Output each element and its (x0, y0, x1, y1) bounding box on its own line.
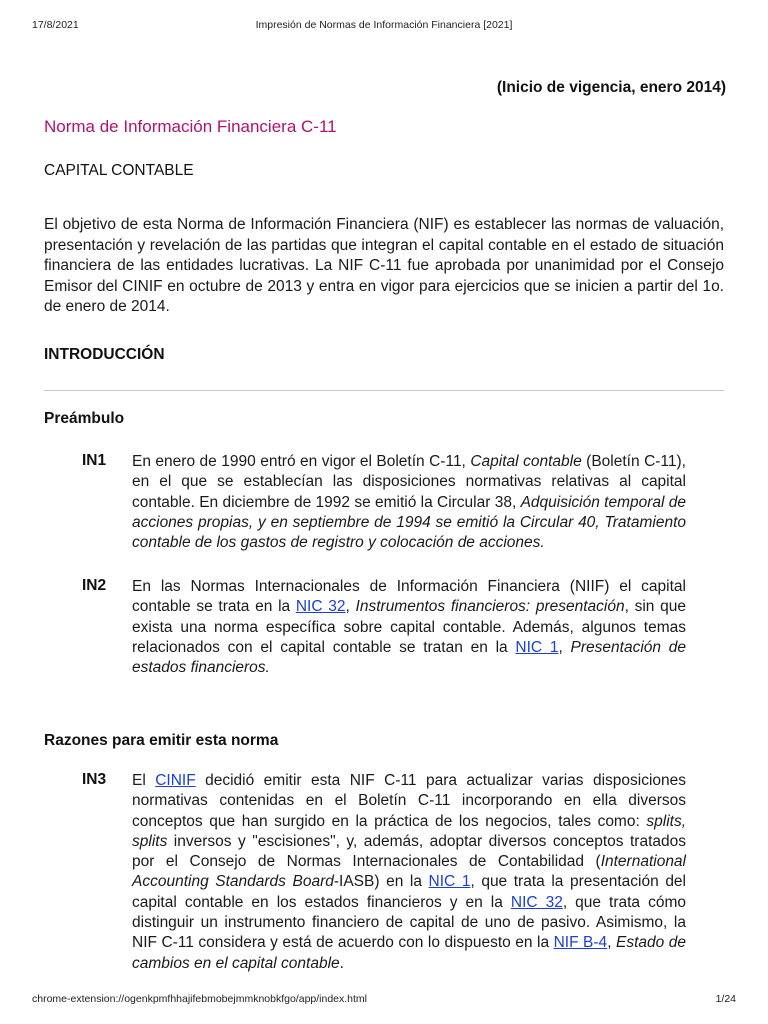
print-footer-url: chrome-extension://ogenkpmfhhajifebmobejmmknobkfgo/app/index.html (32, 993, 368, 1005)
text-run: (Boletín C-11), en el que se establecían las disposiciones normativas relativas al capital contable. En diciembre de 1992 se emitió la Circular 38, (132, 453, 686, 511)
text-run: En las Normas Internacionales de Información Financiera (NIIF) el capital contable se trata en la (132, 578, 686, 616)
text-run: decidió emitir esta NIF C-11 para actualizar varias disposiciones normativas contenidas en el Boletín C-11 incorporando en ella diversos conceptos que han surgido en la práctica de los negocios, tales como: (132, 772, 687, 830)
paragraph-text (132, 771, 686, 974)
text-run: inversos y "escisiones", y, además, adoptar diversos conceptos tratados por el Consejo de Normas Internacionales de Contabilidad ( (132, 832, 686, 871)
paragraph-text (132, 577, 686, 678)
paragraph-number: IN3 (82, 771, 107, 788)
text-run: . (339, 954, 344, 972)
norm-title: Norma de Información Financiera C-11 (44, 117, 337, 136)
paragraph-number: IN2 (82, 577, 107, 594)
italic-title: Presentación de estados financieros. (132, 638, 686, 677)
text-run: , (558, 638, 571, 656)
intro-heading: INTRODUCCIÓN (44, 346, 165, 363)
text-run: , que trata cómo distinguir un instrumento financiero de capital de uno de pasivo. Asimismo, la NIF C-11 considera y está de acuerdo con lo dispuesto en la (132, 893, 686, 952)
text-run: , sin que exista una norma específica sobre capital contable. Además, algunos temas relacionados con el capital contable se tratan en la (132, 598, 686, 656)
preambulo-heading: Preámbulo (44, 410, 125, 427)
text-run: , (345, 598, 356, 616)
italic-title: Capital contable (470, 453, 582, 470)
italic-title: Instrumentos financieros: presentación (355, 598, 625, 616)
razones-heading: Razones para emitir esta norma (44, 732, 279, 749)
effective-date-note: (Inicio de vigencia, enero 2014) (496, 79, 726, 96)
link-nic-1[interactable]: NIC 1 (428, 873, 471, 891)
italic-term: splits, splits (132, 812, 686, 850)
text-run: El (132, 772, 156, 789)
italic-title: Estado de cambios en el capital contable (132, 934, 686, 972)
print-date: 17/8/2021 (32, 19, 79, 31)
page-number: 1/24 (715, 993, 736, 1005)
paragraph-text (132, 452, 686, 553)
text-run: , (607, 934, 616, 952)
objective-paragraph: El objetivo de esta Norma de Información Financiera (NIF) es establecer las normas de valuación, presentación y revelación de las partidas que integran el capital contable en el estado de situación financiera de las entidades lucrativas. La NIF C-11 fue aprobada por unanimidad por el Consejo Emisor del CINIF en octubre de 2013 y entra en vigor para ejercicios que se inicien a partir del 1o. de enero de 2014. (44, 216, 724, 315)
print-header-title: Impresión de Normas de Información Financiera [2021] (255, 19, 513, 31)
italic-title: Adquisición temporal de acciones propias, y en septiembre de 1994 se emitió la Circular 40, Tratamiento contable de los gastos de registro y colocación de acciones. (132, 493, 687, 552)
italic-term: International Accounting Standards Board (132, 853, 686, 891)
section-title: CAPITAL CONTABLE (44, 162, 194, 179)
link-cinif[interactable]: CINIF (155, 772, 196, 789)
link-nic-32[interactable]: NIC 32 (295, 598, 346, 616)
text-run: En enero de 1990 entró en vigor el Boletín C-11, (132, 453, 471, 470)
link-nic-1[interactable]: NIC 1 (515, 638, 559, 656)
text-run: , que trata la presentación del capital contable en los estados financieros y en la (132, 873, 686, 911)
section-divider (44, 390, 724, 391)
link-nif-b-4[interactable]: NIF B-4 (553, 934, 608, 952)
link-nic-32[interactable]: NIC 32 (510, 893, 563, 911)
text-run: -IASB) en la (333, 873, 429, 891)
paragraph-number: IN1 (82, 452, 107, 469)
